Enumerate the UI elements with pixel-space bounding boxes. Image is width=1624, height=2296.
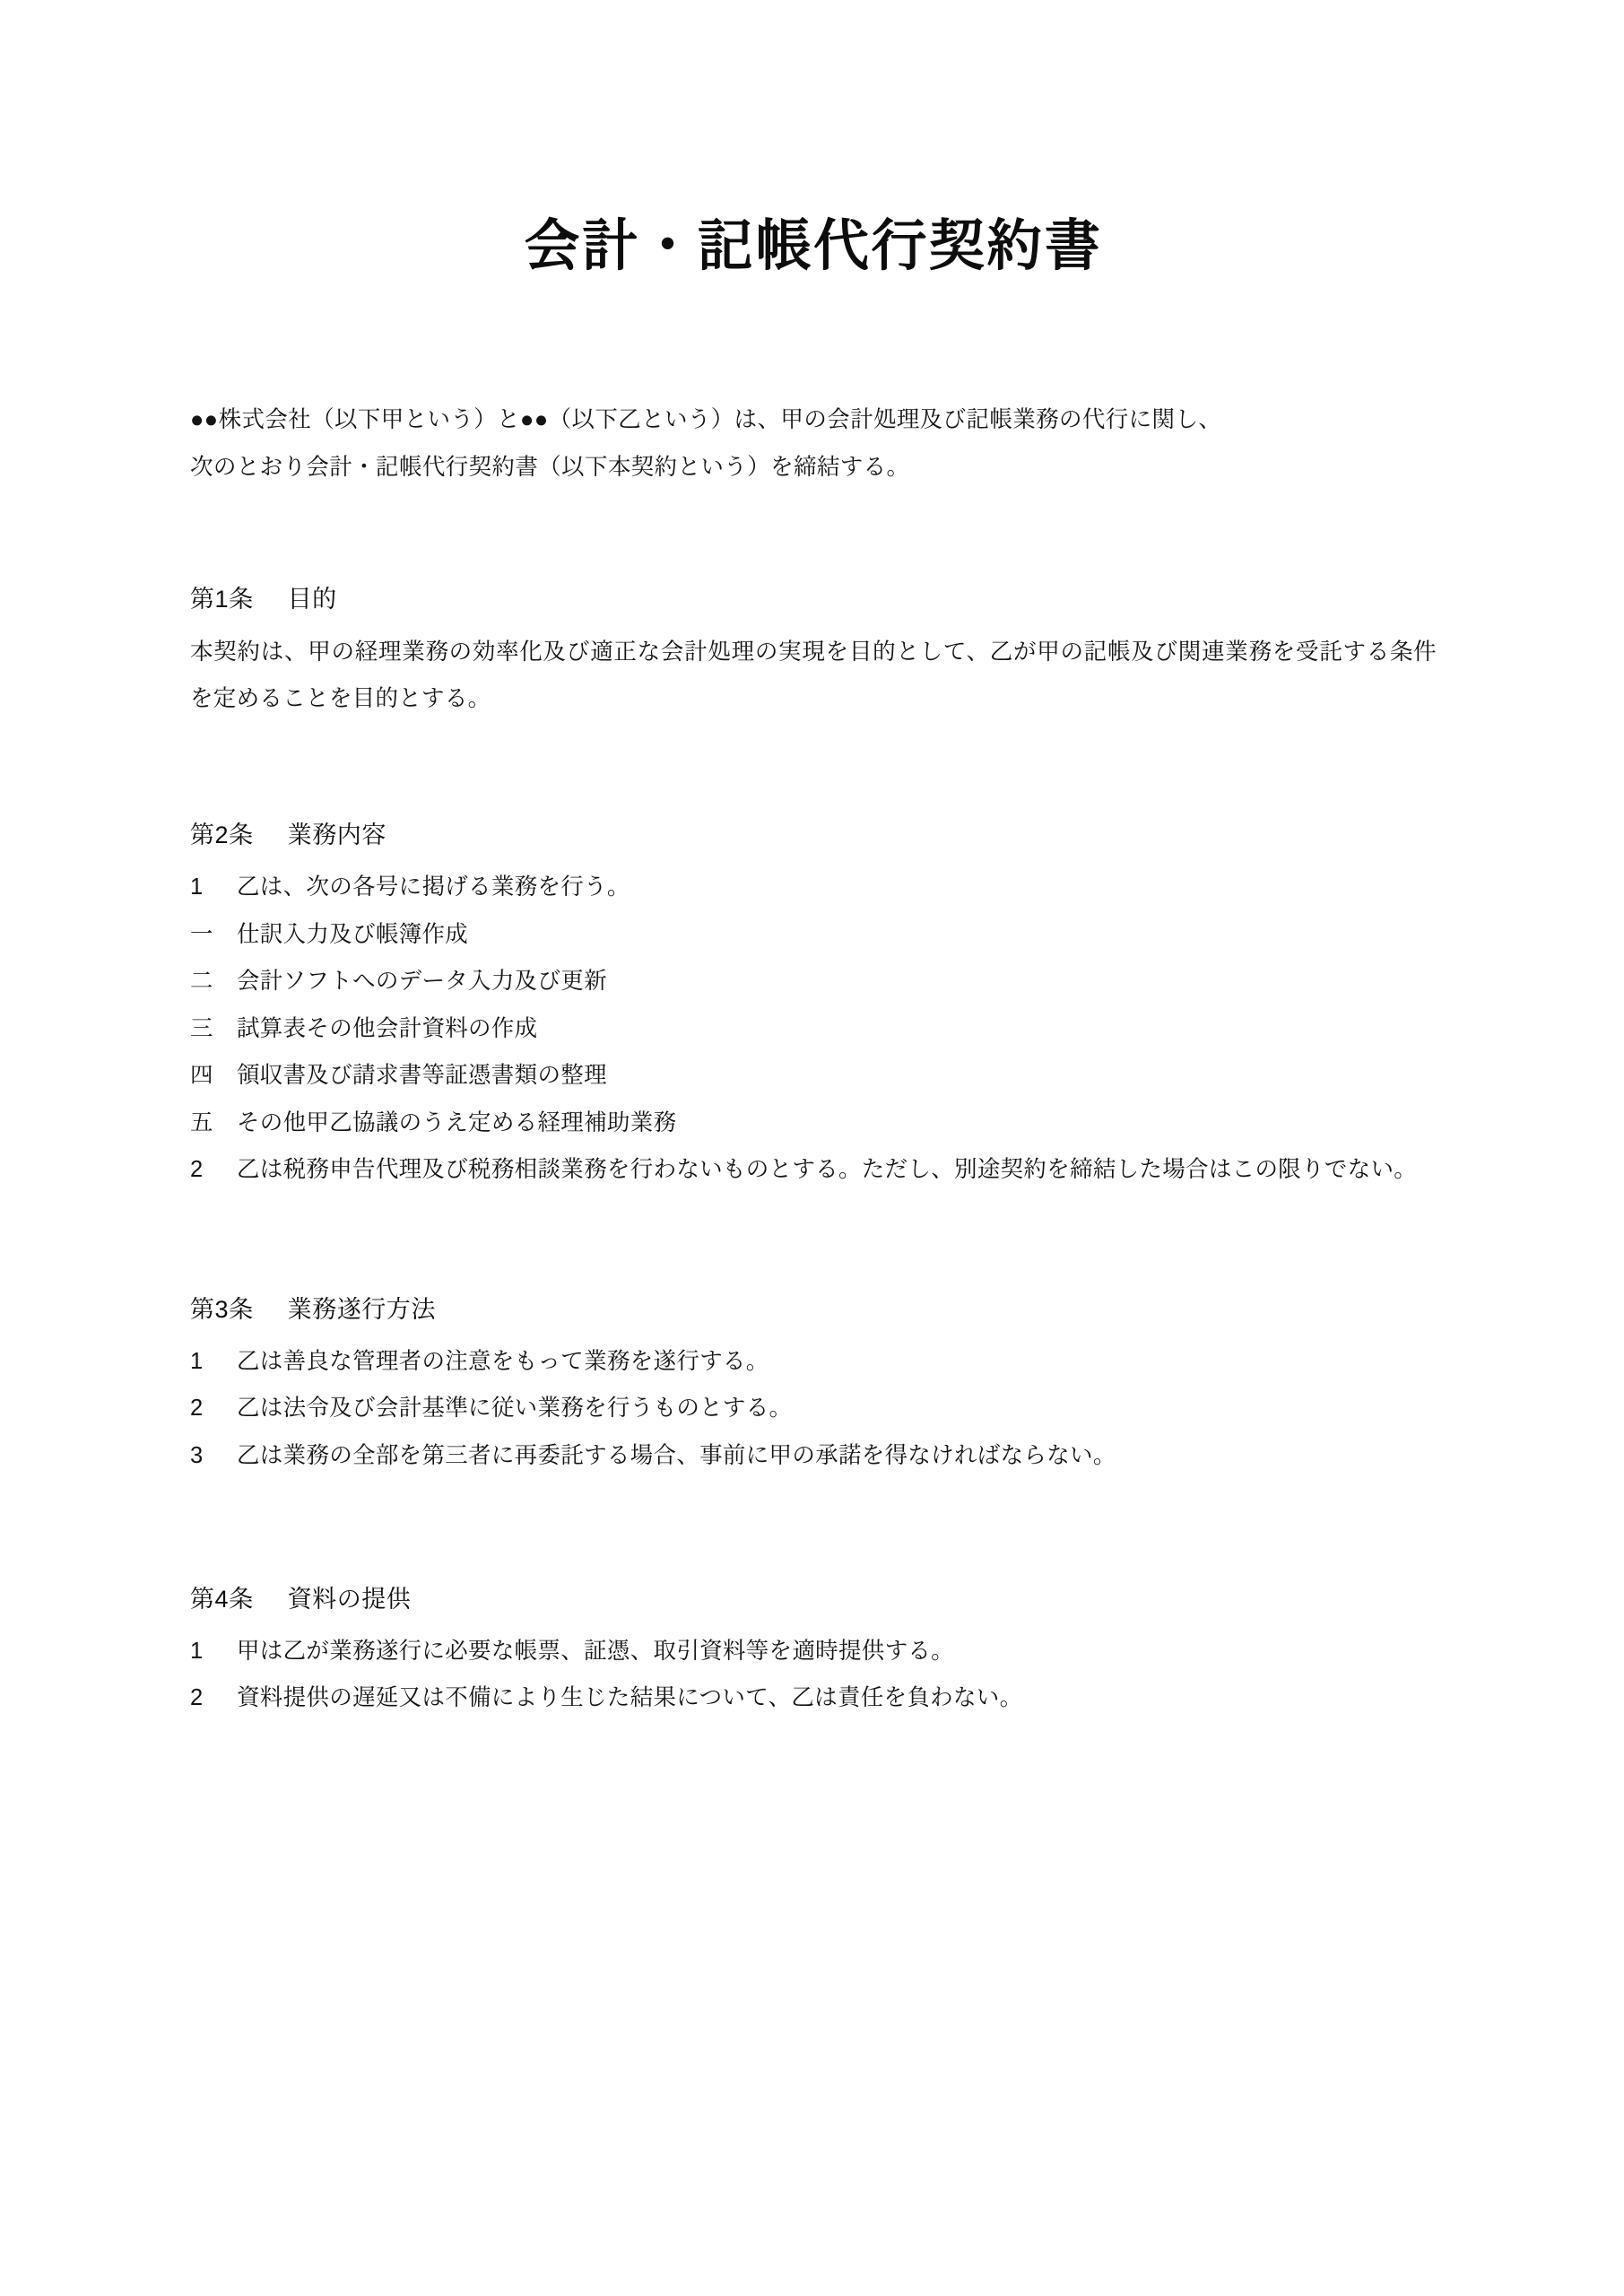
- list-item-text: 領収書及び請求書等証憑書類の整理: [237, 1063, 607, 1089]
- article-1-number: 第1条: [190, 586, 254, 613]
- article-4-title: 資料の提供: [287, 1585, 412, 1613]
- list-item: [190, 1146, 1437, 1194]
- article-2: [190, 813, 1437, 1194]
- article-4: [190, 1577, 1437, 1722]
- article-1-title: 目的: [287, 586, 337, 613]
- list-item: [190, 1005, 1437, 1053]
- article-2-items: [190, 864, 1437, 1194]
- list-item-text: その他甲乙協議のうえ定める経理補助業務: [237, 1109, 677, 1135]
- list-item: [190, 864, 1437, 911]
- list-item-marker: 五: [190, 1109, 213, 1135]
- list-item: [190, 1628, 1437, 1675]
- preamble-line-1: ●●株式会社（以下甲という）と●●（以下乙という）は、甲の会計処理及び記帳業務の代行に関し、: [190, 407, 1222, 433]
- list-item-text: 乙は、次の各号に掲げる業務を行う。: [237, 874, 630, 900]
- article-3-heading: [190, 1287, 1437, 1333]
- article-3-number: 第3条: [190, 1295, 254, 1323]
- list-item-text: 乙は業務の全部を第三者に再委託する場合、事前に甲の承諾を得なければならない。: [237, 1442, 1116, 1468]
- article-4-heading: [190, 1577, 1437, 1622]
- preamble-line-2: 次のとおり会計・記帳代行契約書（以下本契約という）を締結する。: [190, 454, 910, 480]
- list-item-marker: 二: [190, 969, 213, 995]
- list-item-marker: 一: [190, 921, 213, 947]
- article-4-items: [190, 1628, 1437, 1722]
- list-item: [190, 1674, 1437, 1722]
- list-item: [190, 1432, 1437, 1480]
- list-item-marker: 三: [190, 1015, 213, 1041]
- list-item-text: 仕訳入力及び帳簿作成: [237, 921, 469, 947]
- article-3-title: 業務遂行方法: [287, 1295, 436, 1323]
- list-item-text: 会計ソフトへのデータ入力及び更新: [237, 969, 607, 995]
- article-2-title: 業務内容: [287, 821, 386, 848]
- list-item-text: 試算表その他会計資料の作成: [237, 1015, 538, 1041]
- article-2-heading: [190, 813, 1437, 858]
- list-item: [190, 1385, 1437, 1432]
- list-item-marker: 2: [190, 1396, 204, 1422]
- list-item: [190, 958, 1437, 1005]
- list-item-text: 乙は善良な管理者の注意をもって業務を遂行する。: [237, 1348, 769, 1374]
- list-item: [190, 1100, 1437, 1147]
- article-2-number: 第2条: [190, 821, 254, 848]
- list-item-marker: 1: [190, 874, 204, 900]
- list-item-text: 資料提供の遅延又は不備により生じた結果について、乙は責任を負わない。: [237, 1685, 1023, 1711]
- list-item-marker: 1: [190, 1638, 204, 1664]
- list-item-text: 乙は法令及び会計基準に従い業務を行うものとする。: [237, 1396, 793, 1422]
- article-3: [190, 1287, 1437, 1480]
- list-item: [190, 1338, 1437, 1386]
- article-4-number: 第4条: [190, 1585, 254, 1613]
- list-item-marker: 四: [190, 1063, 213, 1089]
- page-title: 会計・記帳代行契約書: [524, 215, 1103, 277]
- list-item-text: 甲は乙が業務遂行に必要な帳票、証憑、取引資料等を適時提供する。: [237, 1638, 954, 1664]
- list-item-marker: 2: [190, 1157, 204, 1183]
- list-item: [190, 1052, 1437, 1100]
- list-item-marker: 2: [190, 1685, 204, 1711]
- list-item: [190, 911, 1437, 959]
- list-item-text: 乙は税務申告代理及び税務相談業務を行わないものとする。ただし、別途契約を締結した場合はこの限りでない。: [237, 1157, 1418, 1183]
- article-3-items: [190, 1338, 1437, 1480]
- list-item-marker: 1: [190, 1348, 204, 1374]
- preamble-block: [190, 396, 1437, 491]
- article-1-paragraph-1: 本契約は、甲の経理業務の効率化及び適正な会計処理の実現を目的として、乙が甲の記帳及び関連業務を受託する条件を定めることを目的とする。: [190, 639, 1437, 712]
- article-1-heading: [190, 577, 1437, 622]
- list-item-marker: 3: [190, 1442, 204, 1468]
- article-1-body: [190, 629, 1437, 723]
- article-1: [190, 577, 1437, 722]
- document-content: [190, 0, 1437, 1722]
